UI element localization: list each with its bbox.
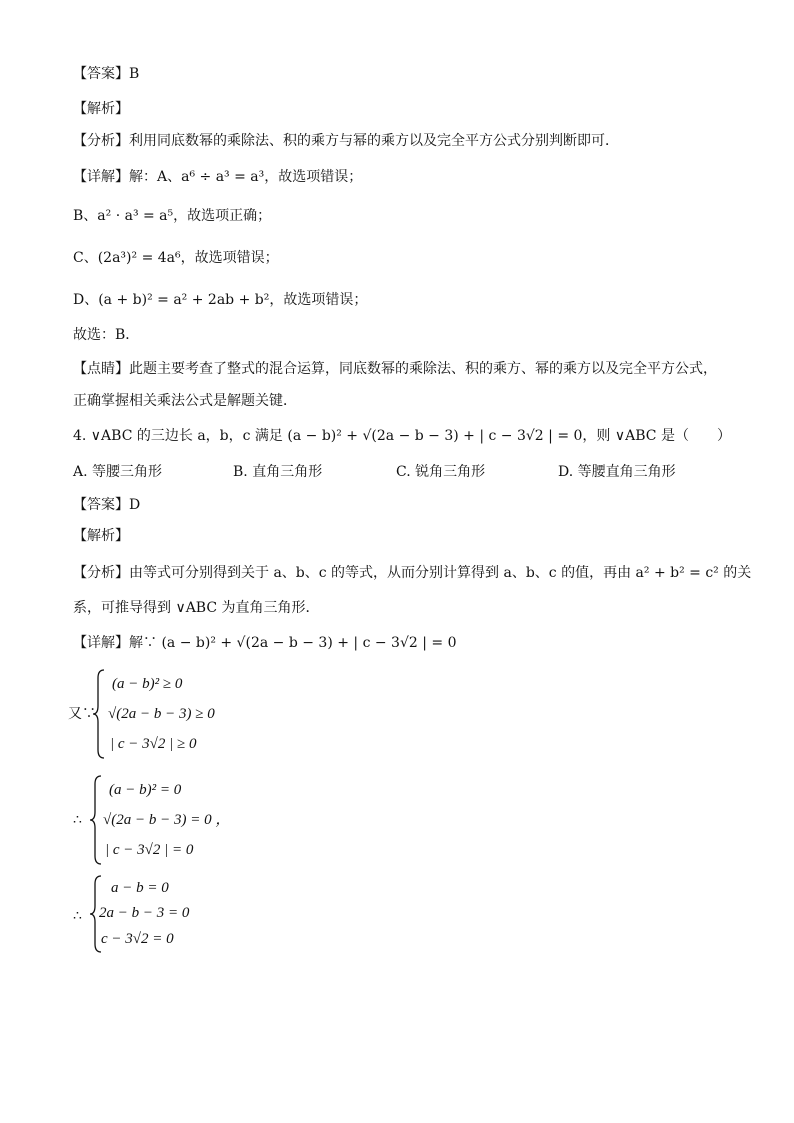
- system-row: 2a − b − 3 = 0: [99, 905, 190, 921]
- system-prefix: ∴: [73, 812, 82, 828]
- system-row: (a − b)² ≥ 0: [112, 676, 183, 692]
- solution-system: [73, 874, 473, 954]
- system-prefix: 又∵: [68, 706, 96, 722]
- fenxi-q3: 【分析】利用同底数幂的乘除法、积的乘方与幂的乘方以及完全平方公式分别判断即可．: [73, 133, 619, 149]
- conclusion-q3: 故选：B．: [73, 327, 140, 343]
- question-4-stem: 4. ∨ABC 的三边长 a，b，c 满足 (a − b)² + √(2a − b − 3) + | c − 3√2 | = 0，则 ∨ABC 是（ ）: [73, 428, 731, 444]
- fenxi-line-2-q4: 系，可推导得到 ∨ABC 为直角三角形．: [73, 600, 320, 616]
- option-a: A. 等腰三角形: [73, 464, 163, 480]
- detail-b-q3: B、a² · a³ = a⁵，故选项正确；: [73, 208, 272, 224]
- system-row: (a − b)² = 0: [109, 782, 182, 798]
- system-row: a − b = 0: [111, 880, 169, 896]
- fenxi-line-1-q4: 【分析】由等式可分别得到关于 a、b、c 的等式，从而分别计算得到 a、b、c 的值，再由 a² + b² = c² 的关: [73, 565, 752, 581]
- system-row: √(2a − b − 3) ≥ 0: [108, 706, 215, 722]
- option-c: C. 锐角三角形: [396, 464, 486, 480]
- options-q4: [73, 462, 713, 482]
- option-b: B. 直角三角形: [233, 464, 323, 480]
- answer-line-q4: 【答案】D: [73, 497, 141, 513]
- system-row: c − 3√2 = 0: [101, 931, 174, 947]
- left-brace-icon: [89, 774, 103, 866]
- detail-d-q3: D、(a + b)² = a² + 2ab + b²，故选项错误；: [73, 292, 368, 308]
- answer-line-q3: 【答案】B: [73, 66, 140, 82]
- inequality-system: [68, 668, 468, 760]
- analysis-heading-q3: 【解析】: [73, 101, 129, 117]
- detail-a-q3: 【详解】解：A、a⁶ ÷ a³ = a³，故选项错误；: [73, 169, 363, 185]
- option-d: D. 等腰直角三角形: [558, 464, 676, 480]
- dianjing-line-1-q3: 【点睛】此题主要考查了整式的混合运算，同底数幂的乘除法、积的乘方、幂的乘方以及完全平方公式，: [73, 361, 717, 377]
- detail-q4: 【详解】解∵ (a − b)² + √(2a − b − 3) + | c − 3√2 | = 0: [73, 635, 457, 651]
- system-row: | c − 3√2 | = 0: [105, 842, 194, 858]
- system-row: | c − 3√2 | ≥ 0: [110, 736, 197, 752]
- dianjing-line-2-q3: 正确掌握相关乘法公式是解题关键．: [73, 393, 297, 409]
- equation-system: [73, 774, 473, 866]
- system-row: √(2a − b − 3) = 0 ，: [103, 812, 231, 828]
- left-brace-icon: [92, 668, 106, 760]
- analysis-heading-q4: 【解析】: [73, 528, 129, 544]
- system-prefix: ∴: [73, 908, 82, 924]
- detail-c-q3: C、(2a³)² = 4a⁶，故选项错误；: [73, 250, 279, 266]
